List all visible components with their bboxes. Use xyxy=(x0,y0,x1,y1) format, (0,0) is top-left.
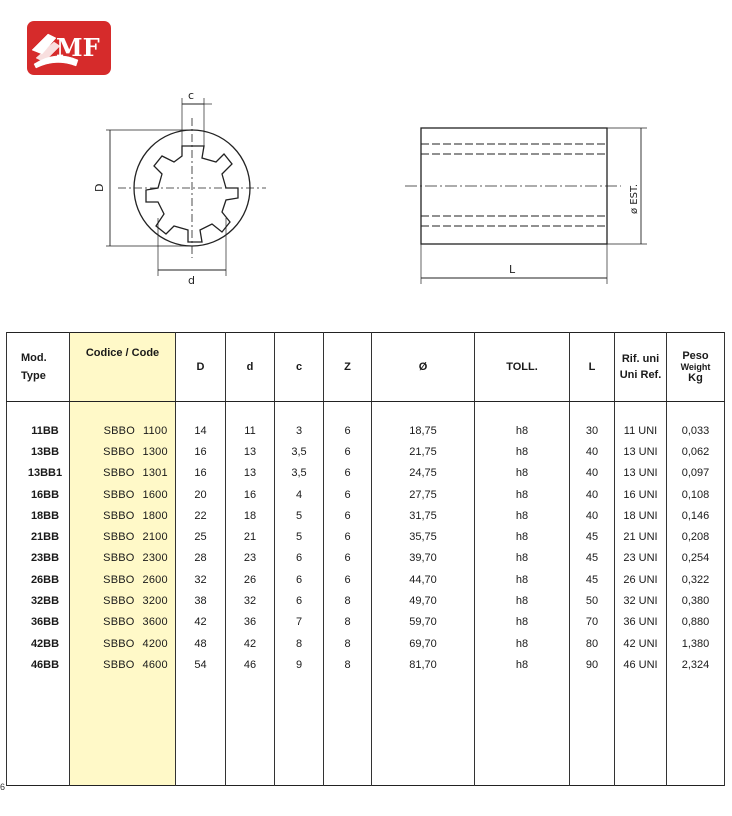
cell-c: 6 xyxy=(275,548,324,569)
page-mark: 6 xyxy=(0,782,6,792)
spec-table xyxy=(6,332,725,786)
cell-L: 40 xyxy=(570,505,615,526)
cell-d: 36 xyxy=(226,612,275,633)
cell-d: 18 xyxy=(226,505,275,526)
cell-D: 14 xyxy=(176,420,226,441)
cell-D: 25 xyxy=(176,526,226,547)
header-L: L xyxy=(570,333,615,402)
table-row xyxy=(7,484,725,505)
header-rif-uni: Rif. uni Uni Ref. xyxy=(615,333,667,402)
label-D: D xyxy=(93,183,106,192)
cell-peso: 1,380 xyxy=(667,633,725,654)
header-z: Z xyxy=(324,333,372,402)
cell-type: 46BB xyxy=(7,654,70,675)
cell-toll: h8 xyxy=(475,441,570,462)
cell-rif: 21 UNI xyxy=(615,526,667,547)
cell-peso: 0,322 xyxy=(667,569,725,590)
cell-rif: 16 UNI xyxy=(615,484,667,505)
cell-L: 45 xyxy=(570,548,615,569)
label-L: L xyxy=(509,263,516,276)
cell-peso: 0,062 xyxy=(667,441,725,462)
cell-rif: 46 UNI xyxy=(615,654,667,675)
cell-diameter: 21,75 xyxy=(372,441,475,462)
cell-D: 48 xyxy=(176,633,226,654)
cell-L: 80 xyxy=(570,633,615,654)
cell-codice: SBBO 1100 xyxy=(70,420,176,441)
cell-D: 32 xyxy=(176,569,226,590)
cell-z: 6 xyxy=(324,484,372,505)
table-row xyxy=(7,548,725,569)
cell-peso: 2,324 xyxy=(667,654,725,675)
cell-z: 6 xyxy=(324,569,372,590)
label-d: d xyxy=(188,274,195,287)
cell-rif: 11 UNI xyxy=(615,420,667,441)
cell-diameter: 69,70 xyxy=(372,633,475,654)
cell-rif: 18 UNI xyxy=(615,505,667,526)
cell-c: 3,5 xyxy=(275,441,324,462)
cell-c: 7 xyxy=(275,612,324,633)
cell-codice: SBBO 2600 xyxy=(70,569,176,590)
cell-diameter: 49,70 xyxy=(372,590,475,611)
spacer-row xyxy=(7,402,725,421)
cell-c: 3,5 xyxy=(275,463,324,484)
cell-type: 26BB xyxy=(7,569,70,590)
cell-L: 30 xyxy=(570,420,615,441)
cell-codice: SBBO 3200 xyxy=(70,590,176,611)
cell-peso: 0,880 xyxy=(667,612,725,633)
header-D: D xyxy=(176,333,226,402)
cell-c: 4 xyxy=(275,484,324,505)
cell-toll: h8 xyxy=(475,484,570,505)
cell-diameter: 39,70 xyxy=(372,548,475,569)
cell-D: 54 xyxy=(176,654,226,675)
cell-toll: h8 xyxy=(475,590,570,611)
table-row xyxy=(7,633,725,654)
cell-D: 20 xyxy=(176,484,226,505)
cell-c: 9 xyxy=(275,654,324,675)
cell-rif: 13 UNI xyxy=(615,441,667,462)
cell-toll: h8 xyxy=(475,548,570,569)
cell-z: 8 xyxy=(324,633,372,654)
table-row xyxy=(7,590,725,611)
front-view-drawing xyxy=(88,88,268,288)
cell-type: 13BB1 xyxy=(7,463,70,484)
cell-peso: 0,208 xyxy=(667,526,725,547)
header-mod-type: Mod. Type xyxy=(7,333,70,402)
table-row xyxy=(7,654,725,675)
cell-L: 50 xyxy=(570,590,615,611)
cell-codice: SBBO 4200 xyxy=(70,633,176,654)
cell-d: 32 xyxy=(226,590,275,611)
cell-rif: 23 UNI xyxy=(615,548,667,569)
cell-d: 21 xyxy=(226,526,275,547)
label-c: c xyxy=(188,89,195,102)
cell-codice: SBBO 1600 xyxy=(70,484,176,505)
cell-z: 8 xyxy=(324,654,372,675)
cell-codice: SBBO 1301 xyxy=(70,463,176,484)
header-peso: Peso Weight Kg xyxy=(667,333,725,402)
cell-z: 6 xyxy=(324,548,372,569)
cell-L: 40 xyxy=(570,463,615,484)
cell-rif: 32 UNI xyxy=(615,590,667,611)
table-row xyxy=(7,441,725,462)
cell-peso: 0,097 xyxy=(667,463,725,484)
cell-d: 13 xyxy=(226,463,275,484)
cell-diameter: 81,70 xyxy=(372,654,475,675)
cell-rif: 13 UNI xyxy=(615,463,667,484)
cell-d: 26 xyxy=(226,569,275,590)
cell-z: 8 xyxy=(324,590,372,611)
cell-d: 42 xyxy=(226,633,275,654)
cell-z: 6 xyxy=(324,463,372,484)
cell-type: 36BB xyxy=(7,612,70,633)
cell-type: 21BB xyxy=(7,526,70,547)
cell-D: 38 xyxy=(176,590,226,611)
cell-diameter: 44,70 xyxy=(372,569,475,590)
cell-codice: SBBO 4600 xyxy=(70,654,176,675)
cell-D: 28 xyxy=(176,548,226,569)
header-d: d xyxy=(226,333,275,402)
header-toll: TOLL. xyxy=(475,333,570,402)
cell-toll: h8 xyxy=(475,463,570,484)
cell-codice: SBBO 1800 xyxy=(70,505,176,526)
cell-type: 18BB xyxy=(7,505,70,526)
cell-c: 6 xyxy=(275,569,324,590)
cell-c: 3 xyxy=(275,420,324,441)
cell-diameter: 27,75 xyxy=(372,484,475,505)
cell-L: 40 xyxy=(570,441,615,462)
cell-z: 6 xyxy=(324,420,372,441)
cell-codice: SBBO 1300 xyxy=(70,441,176,462)
cell-peso: 0,380 xyxy=(667,590,725,611)
cell-c: 5 xyxy=(275,505,324,526)
cell-d: 46 xyxy=(226,654,275,675)
cell-toll: h8 xyxy=(475,633,570,654)
cell-d: 16 xyxy=(226,484,275,505)
table-row xyxy=(7,420,725,441)
omf-logo xyxy=(26,20,112,76)
header-c: c xyxy=(275,333,324,402)
cell-c: 6 xyxy=(275,590,324,611)
table-row xyxy=(7,612,725,633)
cell-diameter: 18,75 xyxy=(372,420,475,441)
cell-d: 13 xyxy=(226,441,275,462)
side-view-drawing xyxy=(405,118,655,288)
cell-diameter: 35,75 xyxy=(372,526,475,547)
cell-D: 16 xyxy=(176,441,226,462)
cell-D: 42 xyxy=(176,612,226,633)
cell-toll: h8 xyxy=(475,526,570,547)
cell-z: 6 xyxy=(324,441,372,462)
cell-L: 45 xyxy=(570,569,615,590)
cell-L: 90 xyxy=(570,654,615,675)
cell-rif: 36 UNI xyxy=(615,612,667,633)
cell-type: 23BB xyxy=(7,548,70,569)
cell-L: 70 xyxy=(570,612,615,633)
cell-peso: 0,254 xyxy=(667,548,725,569)
table-row xyxy=(7,505,725,526)
cell-toll: h8 xyxy=(475,654,570,675)
table-row xyxy=(7,569,725,590)
cell-d: 23 xyxy=(226,548,275,569)
cell-diameter: 59,70 xyxy=(372,612,475,633)
cell-type: 42BB xyxy=(7,633,70,654)
cell-peso: 0,146 xyxy=(667,505,725,526)
cell-c: 5 xyxy=(275,526,324,547)
table-row xyxy=(7,526,725,547)
cell-d: 11 xyxy=(226,420,275,441)
cell-toll: h8 xyxy=(475,612,570,633)
cell-toll: h8 xyxy=(475,420,570,441)
cell-L: 40 xyxy=(570,484,615,505)
filler-row xyxy=(7,676,725,786)
cell-type: 13BB xyxy=(7,441,70,462)
cell-D: 16 xyxy=(176,463,226,484)
cell-type: 16BB xyxy=(7,484,70,505)
label-diam-est: ø EST. xyxy=(629,183,640,214)
cell-diameter: 31,75 xyxy=(372,505,475,526)
cell-codice: SBBO 3600 xyxy=(70,612,176,633)
cell-z: 6 xyxy=(324,505,372,526)
cell-peso: 0,108 xyxy=(667,484,725,505)
table-row xyxy=(7,463,725,484)
header-diameter: Ø xyxy=(372,333,475,402)
table-header-row xyxy=(7,333,725,402)
cell-c: 8 xyxy=(275,633,324,654)
cell-codice: SBBO 2300 xyxy=(70,548,176,569)
cell-z: 8 xyxy=(324,612,372,633)
cell-type: 32BB xyxy=(7,590,70,611)
cell-z: 6 xyxy=(324,526,372,547)
cell-rif: 26 UNI xyxy=(615,569,667,590)
header-codice: Codice / Code xyxy=(70,333,176,402)
cell-codice: SBBO 2100 xyxy=(70,526,176,547)
cell-D: 22 xyxy=(176,505,226,526)
cell-diameter: 24,75 xyxy=(372,463,475,484)
cell-peso: 0,033 xyxy=(667,420,725,441)
cell-toll: h8 xyxy=(475,505,570,526)
cell-L: 45 xyxy=(570,526,615,547)
svg-text:MF: MF xyxy=(56,33,100,62)
cell-rif: 42 UNI xyxy=(615,633,667,654)
cell-toll: h8 xyxy=(475,569,570,590)
cell-type: 11BB xyxy=(7,420,70,441)
